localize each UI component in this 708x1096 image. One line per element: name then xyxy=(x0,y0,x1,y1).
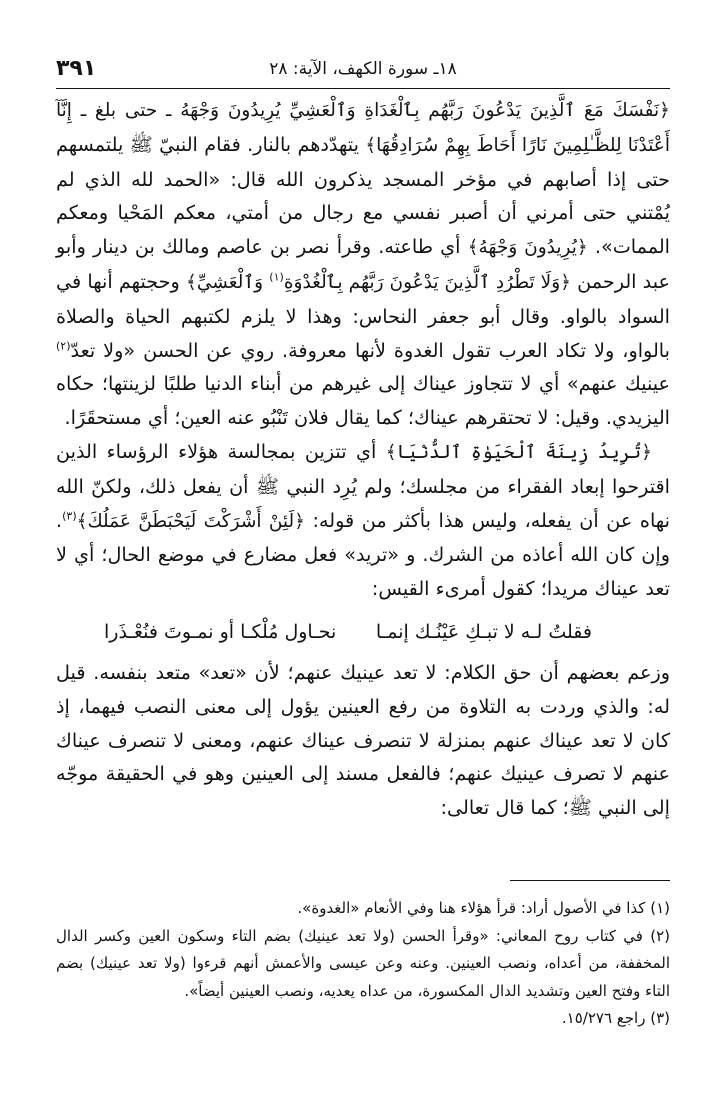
commentary-text: أي تتزين بمجالسة هؤلاء الرؤساء الذين اقترحوا إبعاد الفقراء من مجلسك؛ ولم يُرِد النبي ﷺ أن يفعل ذلك، ولكنّ الله نهاه عن أن يفعله، وليس هذا بأكثر من قوله: xyxy=(56,439,670,532)
footnote-divider xyxy=(510,880,670,881)
poetry-verse xyxy=(56,606,670,656)
quran-quote: ﴿لَئِنْ أَشْرَكْتَ لَيَحْبَطَنَّ عَمَلُكَ﴾ xyxy=(76,510,305,532)
commentary-text: وزعم بعضهم أن حق الكلام: لا تعد عينيك عنهم؛ لأن «تعد» متعد بنفسه. قيل له: والذي وردت به التلاوة من رفع العينين يؤول إلى معنى النصب فيهما، إذ كان لا تعد عيناك عنهم بمنزلة لا تنصرف عيناك عنهم، ومعنى لا تنصرف عيناك عنهم لا تصرف عينيك عنهم؛ فالفعل مسند إلى العينين وهو في الحقيقة موجّه إلى النبي ﷺ؛ كما قال تعالى: xyxy=(56,660,670,820)
footnote-ref-3: (٣) xyxy=(62,509,77,523)
footnote-1: (١) كذا في الأصول أراد: قرأ هؤلاء هنا وفي الأنعام «الغدوة». xyxy=(297,899,670,917)
verse-text: وَلَا تَطْرُدِ ٱلَّذِينَ يَدْعُونَ رَبَّهُم بِٱلْغُدْوَةِ xyxy=(283,271,561,293)
quran-quote: وَٱلْعَشِيِّ﴾ xyxy=(186,271,264,293)
commentary-text: . وإن كان الله أعاذه من الشرك. و «تريد» فعل مضارع في موضع الحال؛ أي لا تعد عيناك مريدا؛ كقول أمرىء القيس: xyxy=(56,508,670,601)
commentary-text: وحجتهم أنها في السواد بالواو. وقال أبو جعفر النحاس: وهذا لا يلزم لكتبهم الحياة والصلاة بالواو، ولا تكاد العرب تقول الغدوة لأنها معروفة. روي عن الحسن «ولا تعدّ xyxy=(56,269,670,362)
header-title: ١٨ـ سورة الكهف، الآية: ٢٨ xyxy=(269,59,457,79)
poem-first-hemistich: فقلتُ لـه لا تبـكِ عَيْنُـك إنمـا xyxy=(375,620,592,643)
commentary-text: عينيك عنهم» أي لا تتجاوز عيناك إلى غيرهم من أبناء الدنيا طلبًا لزينتها؛ حكاه اليزيدي. وقيل: لا تحتقرهم عيناك؛ كما يقال فلان تَنْبُو عنه العين؛ أي مستحقَرًا. xyxy=(56,372,670,430)
paragraph-3 xyxy=(56,656,670,825)
footnotes xyxy=(56,880,670,1033)
footnote-ref-2: (٢) xyxy=(56,339,71,353)
verse-text: نَفْسَكَ مَعَ ٱلَّذِينَ يَدْعُونَ رَبَّهُم بِٱلْغَدَاةِ وَٱلْعَشِيِّ يُرِيدُونَ وَجْهَهُ ـ حتى بلغ ـ إِنَّآ أَعْتَدْنَا لِلظَّـٰلِمِينَ نَارًا أَحَاطَ بِهِمْ سُرَادِقُهَا xyxy=(56,100,670,156)
poem-second-hemistich: نحـاول مُلْكـا أو نمـوتَ فنُعْـذَرا xyxy=(104,620,337,643)
paragraph-1 xyxy=(56,93,670,435)
footnote-ref-1: (١) xyxy=(269,270,284,284)
running-header xyxy=(56,52,670,89)
verse-text: وَٱلْعَشِيِّ xyxy=(196,271,264,293)
quran-quote: ﴿تُرِيدُ زِينَةَ ٱلْحَيَوٰةِ ٱلدُّنْيَا﴾ xyxy=(385,441,652,463)
verse-text: يُرِيدُونَ وَجْهَهُ xyxy=(478,237,577,259)
quran-quote: ﴿يُرِيدُونَ وَجْهَهُ﴾ xyxy=(467,237,588,259)
footnote-2: (٢) في كتاب روح المعاني: «وقرأ الحسن (ولا تعد عينيك) بضم التاء وسكون العين وكسر الدال المخففة، من أعداه، ونصب العينين. وعنه وعن عيسى والأعمش أنهم قرءوا (ولا تعد عينيك) بضم التاء وفتح العين وتشديد الدال المكسورة، من عداه يعديه، ونصب العينين أيضاً». xyxy=(56,926,670,1000)
verse-text: تُرِيدُ زِينَةَ ٱلْحَيَوٰةِ ٱلدُّنْيَا xyxy=(396,441,642,463)
commentary-text: يتهدّدهم بالنار. فقام النبيّ ﷺ يلتمسهم حتى إذا أصابهم في مؤخر المسجد يذكرون الله قال: «الحمد لله الذي لم يُمْتني حتى أمرني أن أصبر نفسي مع رجال من أمتي، معكم المَحْيا ومعكم الممات». xyxy=(56,132,671,259)
commentary-text: أي طاعته. وقرأ نصر بن عاصم ومالك بن دينار وأبو عبد الرحمن xyxy=(56,235,670,293)
verse-text: لَئِنْ أَشْرَكْتَ لَيَحْبَطَنَّ عَمَلُكَ xyxy=(87,510,295,532)
paragraph-2 xyxy=(56,435,670,606)
quran-quote: ﴿نَفْسَكَ مَعَ ٱلَّذِينَ يَدْعُونَ رَبَّهُم بِٱلْغَدَاةِ وَٱلْعَشِيِّ يُرِيدُونَ وَجْهَهُ ـ حتى بلغ ـ إِنَّآ أَعْتَدْنَا لِلظَّـٰلِمِينَ نَارًا أَحَاطَ بِهِمْ سُرَادِقُهَا﴾ xyxy=(56,100,670,156)
page xyxy=(56,52,670,825)
quran-quote: ﴿وَلَا تَطْرُدِ ٱلَّذِينَ يَدْعُونَ رَبَّهُم بِٱلْغُدْوَةِ xyxy=(283,271,571,293)
footnote-3: (٣) راجع ١٥/٢٧٦. xyxy=(561,1009,670,1027)
page-number: ٣٩١ xyxy=(56,56,97,81)
main-text xyxy=(56,93,670,825)
